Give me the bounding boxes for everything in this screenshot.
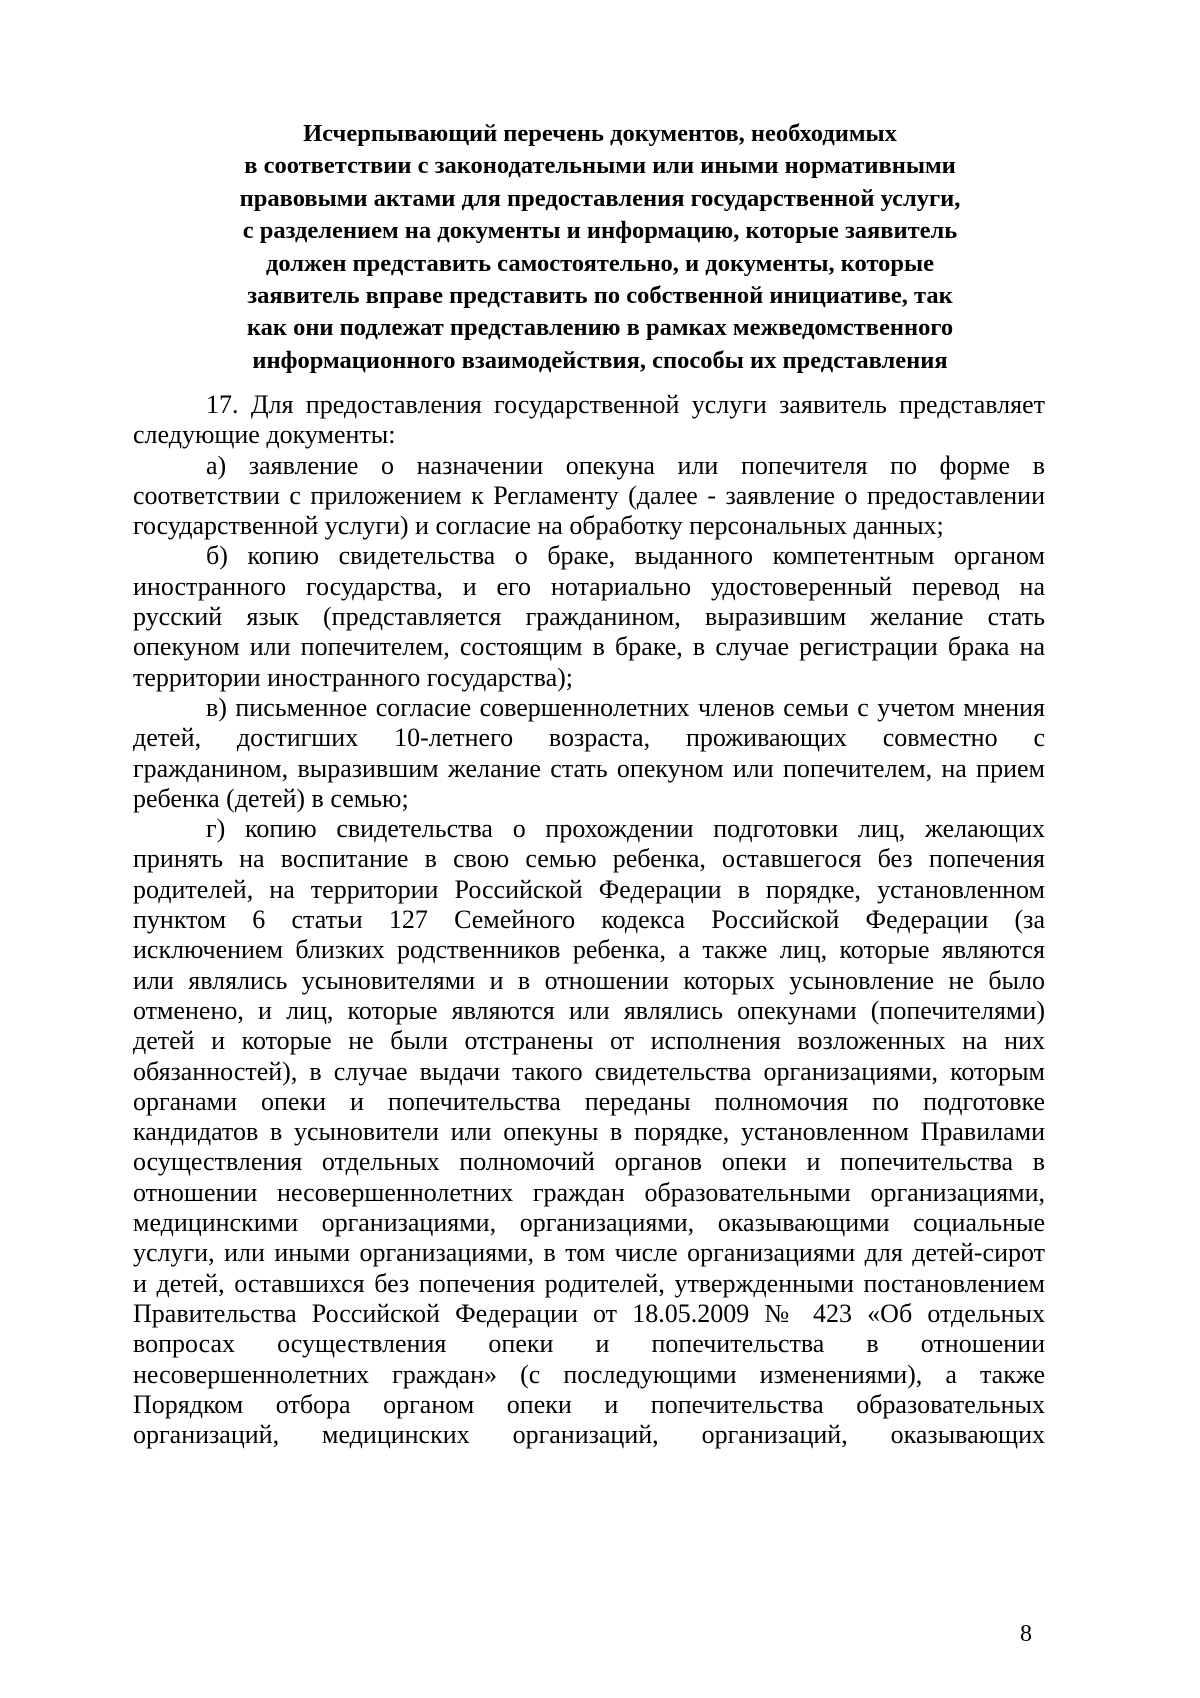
text-line: детей и которые не были отстранены от исполнения возложенных на них (133, 1026, 1045, 1056)
text-line: соответствии с приложением к Регламенту (далее - заявление о предоставлении (133, 480, 1045, 510)
text-line: медицинскими организациями, организациями, оказывающими социальные (133, 1208, 1045, 1238)
paragraph-17 (133, 390, 1045, 451)
text-line: детей, достигших 10-летнего возраста, проживающих совместно с (133, 723, 1045, 753)
text-line: территории иностранного государства); (133, 662, 573, 692)
text-line: кандидатов в усыновители или опекуны в порядке, установленном Правилами (133, 1117, 1045, 1147)
heading-line: в соответствии с законодательными или иными нормативными (244, 152, 956, 180)
text-line: следующие документы: (133, 420, 396, 450)
text-line: органами опеки и попечительства переданы полномочия по подготовке (133, 1086, 1045, 1116)
text-line: а) заявление о назначении опекуна или попечителя по форме в (206, 450, 1045, 480)
text-line: отменено, и лиц, которые являются или являлись опекунами (попечителями) (133, 995, 1045, 1025)
text-line: б) копию свидетельства о браке, выданного компетентным органом (206, 541, 1045, 571)
text-line: обязанностей), в случае выдачи такого свидетельства организациями, которым (133, 1056, 1045, 1086)
text-line: осуществления отдельных полномочий органов опеки и попечительства в (133, 1147, 1045, 1177)
heading-line: с разделением на документы и информацию, которые заявитель (242, 217, 958, 245)
text-line: Правительства Российской Федерации от 18.05.2009 № 423 «Об отдельных (133, 1298, 1045, 1328)
text-line: отношении несовершеннолетних граждан образовательными организациями, (133, 1177, 1045, 1207)
text-line: несовершеннолетних граждан» (с последующими изменениями), а также (133, 1359, 1045, 1389)
text-line: услуги, или иными организациями, в том числе организациями для детей-сирот (133, 1238, 1045, 1268)
text-line: родителей, на территории Российской Федерации в порядке, установленном (133, 874, 1045, 904)
paragraph-item-b (133, 541, 1045, 692)
text-line: ребенка (детей) в семью; (133, 783, 409, 813)
text-line: принять на воспитание в свою семью ребенка, оставшегося без попечения (133, 844, 1045, 874)
text-line: гражданином, выразившим желание стать опекуном или попечителем, на прием (133, 753, 1045, 783)
heading-line: как они подлежат представлению в рамках межведомственного (246, 314, 954, 342)
text-line: или являлись усыновителями и в отношении которых усыновление не было (133, 965, 1045, 995)
paragraph-item-a (133, 451, 1045, 542)
text-line: Порядком отбора органом опеки и попечительства образовательных (133, 1389, 1045, 1419)
text-line: государственной услуги) и согласие на обработку персональных данных; (133, 511, 944, 541)
text-line: исключением близких родственников ребенка, а также лиц, которые являются (133, 935, 1045, 965)
body-text (133, 390, 1045, 1450)
paragraph-item-v (133, 693, 1045, 814)
text-line: организаций, медицинских организаций, организаций, оказывающих (133, 1420, 1045, 1450)
text-line: г) копию свидетельства о прохождении подготовки лиц, желающих (206, 814, 1045, 844)
heading-line: заявитель вправе представить по собственной инициативе, так (247, 282, 953, 310)
text-line: пунктом 6 статьи 127 Семейного кодекса Российской Федерации (за (133, 905, 1045, 935)
section-heading (200, 118, 1000, 377)
text-line: иностранного государства, и его нотариально удостоверенный перевод на (133, 571, 1045, 601)
paragraph-item-g (133, 814, 1045, 1450)
text-line: опекуном или попечителем, состоящим в браке, в случае регистрации брака на (133, 632, 1045, 662)
page-number: 8 (1020, 1621, 1032, 1647)
text-line: 17. Для предоставления государственной услуги заявитель представляет (206, 390, 1045, 419)
text-line: в) письменное согласие совершеннолетних членов семьи с учетом мнения (206, 692, 1045, 722)
heading-line: правовыми актами для предоставления государственной услуги, (239, 184, 961, 212)
heading-line: информационного взаимодействия, способы их представления (252, 346, 948, 374)
heading-line: Исчерпывающий перечень документов, необходимых (303, 120, 897, 147)
text-line: русский язык (представляется гражданином, выразившим желание стать (133, 602, 1045, 632)
text-line: и детей, оставшихся без попечения родителей, утвержденными постановлением (133, 1268, 1045, 1298)
heading-line: должен представить самостоятельно, и документы, которые (265, 249, 935, 277)
text-line: вопросах осуществления опеки и попечительства в отношении (133, 1329, 1045, 1359)
